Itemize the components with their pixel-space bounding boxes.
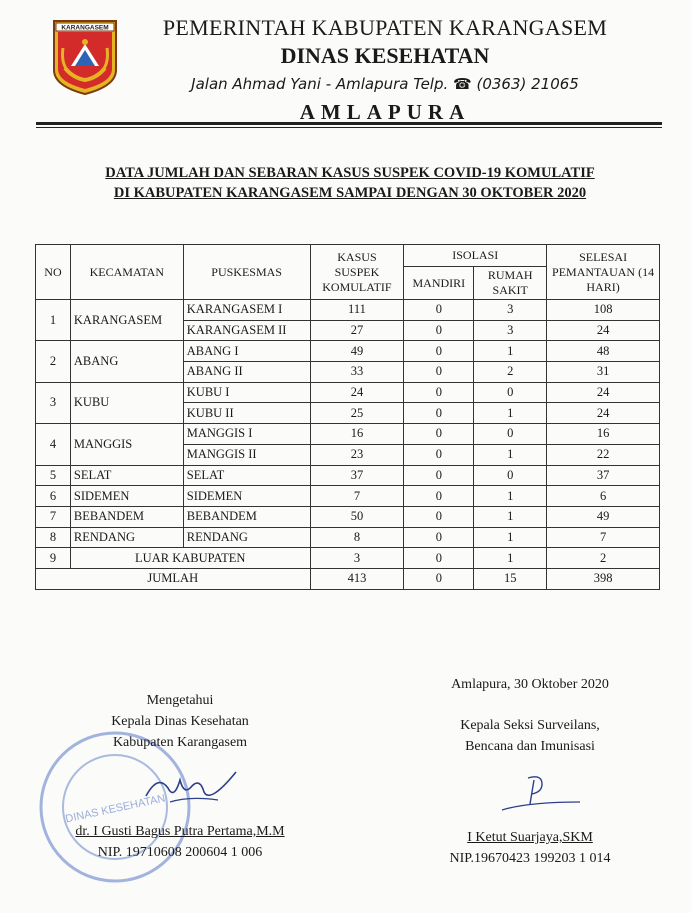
cell-rs: 2	[474, 362, 547, 383]
cell-selesai: 37	[547, 465, 660, 486]
cell-selesai: 48	[547, 341, 660, 362]
letterhead-agency: DINAS KESEHATAN	[280, 43, 490, 68]
table-row	[36, 424, 660, 445]
logo-text: KARANGASEM	[61, 24, 109, 32]
cell-total-rs: 15	[474, 568, 547, 589]
cell-no: 4	[36, 424, 71, 465]
letterhead-city: AMLAPURA	[299, 100, 471, 124]
table-row	[36, 300, 660, 321]
cell-puskesmas: RENDANG	[183, 527, 310, 548]
cell-puskesmas: BEBANDEM	[183, 506, 310, 527]
cell-no: 5	[36, 465, 71, 486]
cell-mandiri: 0	[404, 300, 474, 321]
cell-mandiri: 0	[404, 465, 474, 486]
left-position-line1: Kepala Dinas Kesehatan	[111, 714, 249, 729]
cell-rs: 1	[474, 527, 547, 548]
cell-kasus: 50	[310, 506, 404, 527]
cell-jumlah-label: JUMLAH	[36, 568, 311, 589]
letterhead-address: Jalan Ahmad Yani - Amlapura Telp. ☎ (0363) 21065	[191, 75, 579, 93]
cell-puskesmas: SIDEMEN	[183, 486, 310, 507]
right-position-line1: Kepala Seksi Surveilans,	[460, 718, 600, 733]
table-row	[36, 506, 660, 527]
cell-selesai: 24	[547, 403, 660, 424]
cell-kasus: 37	[310, 465, 404, 486]
header-kasus: KASUS SUSPEK KOMULATIF	[310, 245, 404, 300]
right-position-line2: Bencana dan Imunisasi	[465, 739, 595, 754]
cell-kecamatan: KUBU	[70, 382, 183, 423]
cell-rs: 3	[474, 300, 547, 321]
cell-selesai: 49	[547, 506, 660, 527]
left-signatory-nip: NIP. 19710608 200604 1 006	[97, 845, 263, 860]
cell-rs: 0	[474, 382, 547, 403]
cell-puskesmas: KUBU I	[183, 382, 310, 403]
cell-selesai: 2	[547, 548, 660, 569]
cell-rs: 1	[474, 341, 547, 362]
cell-kasus: 16	[310, 424, 404, 445]
right-signatory-name: I Ketut Suarjaya,SKM	[467, 830, 593, 845]
right-signatory-nip: NIP.19670423 199203 1 014	[449, 851, 611, 866]
cell-kasus: 24	[310, 382, 404, 403]
cell-puskesmas: MANGGIS II	[183, 444, 310, 465]
stamp-text: DINAS KESEHATAN	[64, 792, 167, 826]
header-puskesmas: PUSKESMAS	[183, 245, 310, 300]
cell-no: 8	[36, 527, 71, 548]
cell-mandiri: 0	[404, 341, 474, 362]
letterhead-rule-thick	[36, 122, 662, 125]
document-title	[40, 163, 660, 203]
table-row	[36, 527, 660, 548]
letterhead	[125, 14, 645, 126]
cell-mandiri: 0	[404, 506, 474, 527]
cell-selesai: 16	[547, 424, 660, 445]
left-position-line2: Kabupaten Karangasem	[112, 735, 248, 750]
cell-selesai: 24	[547, 382, 660, 403]
letterhead-rule-thin	[36, 127, 662, 128]
cell-mandiri: 0	[404, 527, 474, 548]
document-title-line1: DATA JUMLAH DAN SEBARAN KASUS SUSPEK COVID-19 KOMULATIF	[105, 165, 595, 181]
karangasem-logo-icon	[51, 18, 119, 96]
cell-no: 7	[36, 506, 71, 527]
table-row	[36, 548, 660, 569]
cell-no: 1	[36, 300, 71, 341]
letterhead-government: PEMERINTAH KABUPATEN KARANGASEM	[162, 15, 608, 40]
cell-kasus: 33	[310, 362, 404, 383]
cell-rs: 0	[474, 424, 547, 445]
cell-kecamatan: RENDANG	[70, 527, 183, 548]
cell-kecamatan: KARANGASEM	[70, 300, 183, 341]
signature-right-icon	[498, 772, 583, 818]
table-row	[36, 465, 660, 486]
cell-mandiri: 0	[404, 486, 474, 507]
cell-mandiri: 0	[404, 424, 474, 445]
cell-rs: 0	[474, 465, 547, 486]
cell-luar-kabupaten: LUAR KABUPATEN	[70, 548, 310, 569]
cell-kasus: 111	[310, 300, 404, 321]
cell-mandiri: 0	[404, 444, 474, 465]
cell-rs: 1	[474, 486, 547, 507]
cell-selesai: 108	[547, 300, 660, 321]
cell-mandiri: 0	[404, 362, 474, 383]
cell-total-mandiri: 0	[404, 568, 474, 589]
cell-puskesmas: KARANGASEM I	[183, 300, 310, 321]
cell-rs: 3	[474, 320, 547, 341]
cell-total-kasus: 413	[310, 568, 404, 589]
cell-no: 3	[36, 382, 71, 423]
cell-mandiri: 0	[404, 382, 474, 403]
cell-kasus: 8	[310, 527, 404, 548]
cell-kasus: 3	[310, 548, 404, 569]
cell-selesai: 6	[547, 486, 660, 507]
total-row	[36, 568, 660, 589]
cell-kecamatan: SELAT	[70, 465, 183, 486]
cell-selesai: 31	[547, 362, 660, 383]
cell-selesai: 24	[547, 320, 660, 341]
cell-mandiri: 0	[404, 320, 474, 341]
cell-kecamatan: SIDEMEN	[70, 486, 183, 507]
header-isolasi: ISOLASI	[404, 245, 547, 267]
cell-rs: 1	[474, 506, 547, 527]
covid-data-table	[35, 244, 660, 590]
table-row	[36, 486, 660, 507]
cell-puskesmas: ABANG II	[183, 362, 310, 383]
cell-no: 2	[36, 341, 71, 382]
cell-kasus: 49	[310, 341, 404, 362]
cell-puskesmas: ABANG I	[183, 341, 310, 362]
cell-kasus: 27	[310, 320, 404, 341]
cell-puskesmas: KUBU II	[183, 403, 310, 424]
header-rumah-sakit: RUMAH SAKIT	[474, 267, 547, 300]
cell-mandiri: 0	[404, 403, 474, 424]
cell-no: 9	[36, 548, 71, 569]
document-title-line2: DI KABUPATEN KARANGASEM SAMPAI DENGAN 30 OKTOBER 2020	[113, 185, 587, 201]
header-selesai: SELESAI PEMANTAUAN (14 HARI)	[547, 245, 660, 300]
header-no: NO	[36, 245, 71, 300]
cell-kasus: 7	[310, 486, 404, 507]
cell-rs: 1	[474, 548, 547, 569]
cell-no: 6	[36, 486, 71, 507]
cell-selesai: 7	[547, 527, 660, 548]
cell-rs: 1	[474, 444, 547, 465]
header-mandiri: MANDIRI	[404, 267, 474, 300]
signature-left-icon	[140, 766, 240, 816]
header-kecamatan: KECAMATAN	[70, 245, 183, 300]
cell-puskesmas: MANGGIS I	[183, 424, 310, 445]
cell-kecamatan: BEBANDEM	[70, 506, 183, 527]
left-signatory-name: dr. I Gusti Bagus Putra Pertama,M.M	[75, 824, 285, 839]
table-row	[36, 382, 660, 403]
cell-selesai: 22	[547, 444, 660, 465]
cell-kasus: 23	[310, 444, 404, 465]
approval-label: Mengetahui	[146, 693, 214, 708]
table-row	[36, 341, 660, 362]
cell-kasus: 25	[310, 403, 404, 424]
cell-puskesmas: SELAT	[183, 465, 310, 486]
place-date: Amlapura, 30 Oktober 2020	[451, 677, 609, 692]
cell-kecamatan: ABANG	[70, 341, 183, 382]
cell-puskesmas: KARANGASEM II	[183, 320, 310, 341]
cell-kecamatan: MANGGIS	[70, 424, 183, 465]
cell-rs: 1	[474, 403, 547, 424]
cell-total-selesai: 398	[547, 568, 660, 589]
cell-mandiri: 0	[404, 548, 474, 569]
